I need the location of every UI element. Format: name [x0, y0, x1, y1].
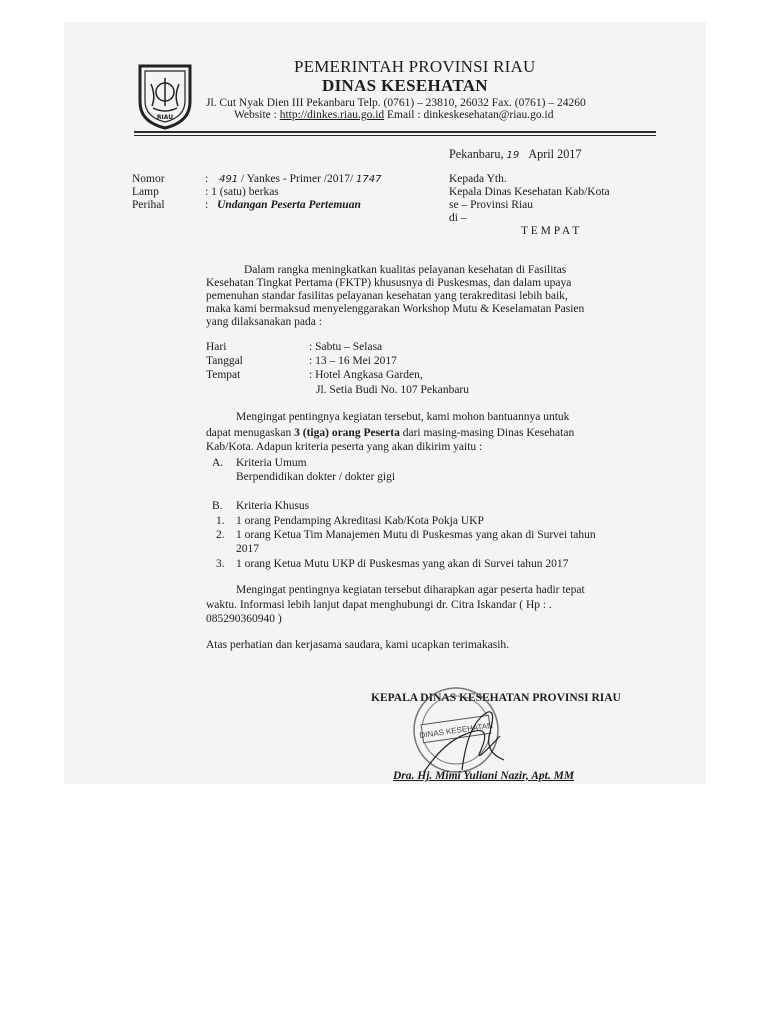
signatory-title: KEPALA DINAS KESEHATAN PROVINSI RIAU — [371, 692, 621, 704]
lamp-label: Lamp — [132, 186, 159, 198]
website-link[interactable]: http://dinkes.riau.go.id — [279, 109, 385, 121]
body-p1-line: Kesehatan Tingkat Pertama (FKTP) khususnya di Puskesmas, dan dalam upaya — [206, 277, 572, 289]
recipient-line-5: T E M P A T — [521, 225, 580, 237]
criteria-b-marker: B. — [212, 500, 223, 512]
official-stamp-icon — [404, 682, 514, 782]
criteria-a-title: Kriteria Umum — [236, 457, 307, 469]
svg-text:RIAU: RIAU — [156, 114, 174, 121]
perihal-label: Perihal — [132, 199, 165, 211]
criteria-item-num: 2. — [216, 529, 225, 541]
letterhead-government: PEMERINTAH PROVINSI RIAU — [294, 57, 536, 76]
body-p3-line: waktu. Informasi lebih lanjut dapat menghubungi dr. Citra Iskandar ( Hp : . — [206, 599, 552, 611]
criteria-item-text: 1 orang Pendamping Akreditasi Kab/Kota Pokja UKP — [236, 515, 484, 527]
nomor-label: Nomor — [132, 173, 165, 185]
event-tempat-value: : Hotel Angkasa Garden, — [309, 369, 423, 381]
criteria-item-text: 1 orang Ketua Tim Manajemen Mutu di Puskesmas yang akan di Survei tahun — [236, 529, 596, 541]
criteria-item-num: 3. — [216, 558, 225, 570]
body-p3-line: 085290360940 ) — [206, 613, 282, 625]
body-p1-line: Dalam rangka meningkatkan kualitas pelayanan kesehatan di Fasilitas — [244, 264, 567, 276]
body-p2-line: dapat menugaskan 3 (tiga) orang Peserta dari masing-masing Dinas Kesehatan — [206, 427, 575, 439]
closing-sentence: Atas perhatian dan kerjasama saudara, kami ucapkan terimakasih. — [206, 639, 510, 651]
event-hari-label: Hari — [206, 341, 227, 353]
letterhead-rule-thick — [134, 131, 656, 133]
lamp-value: : 1 (satu) berkas — [205, 186, 279, 198]
criteria-item-text-cont: 2017 — [236, 543, 259, 555]
criteria-item-num: 1. — [216, 515, 225, 527]
letterhead-agency: DINAS KESEHATAN — [322, 76, 488, 95]
body-p3-line: Mengingat pentingnya kegiatan tersebut diharapkan agar peserta hadir tepat — [236, 584, 585, 596]
riau-coat-of-arms-icon — [136, 62, 194, 130]
signatory-name: Dra. Hj. Mimi Yuliani Nazir, Apt. MM — [393, 770, 575, 782]
criteria-b-title: Kriteria Khusus — [236, 500, 310, 512]
letter-page — [64, 22, 706, 784]
criteria-item-text: 1 orang Ketua Mutu UKP di Puskesmas yang akan di Survei tahun 2017 — [236, 558, 569, 570]
letterhead-address: Jl. Cut Nyak Dien III Pekanbaru Telp. (0761) – 23810, 26032 Fax. (0761) – 24260 — [206, 97, 586, 109]
event-hari-value: : Sabtu – Selasa — [309, 341, 383, 353]
nomor-value: : 491 / Yankes - Primer /2017/ 1747 — [205, 173, 382, 185]
date-day-handwritten: 19 — [506, 150, 520, 161]
event-tempat-address: Jl. Setia Budi No. 107 Pekanbaru — [316, 384, 469, 396]
svg-text:DINAS KESEHATAN: DINAS KESEHATAN — [418, 720, 494, 741]
body-p1-line: maka kami bermaksud menyelenggarakan Workshop Mutu & Keselamatan Pasien — [206, 303, 585, 315]
event-tempat-label: Tempat — [206, 369, 241, 381]
recipient-line-1: Kepada Yth. — [449, 173, 507, 185]
event-tanggal-label: Tanggal — [206, 355, 243, 367]
letterhead-rule-thin — [134, 135, 656, 136]
criteria-a-marker: A. — [212, 457, 224, 469]
letter-date: Pekanbaru, 19 April 2017 — [449, 147, 582, 161]
body-p1-line: pemenuhan standar fasilitas pelayanan kesehatan yang terakreditasi lebih baik, — [206, 290, 568, 302]
body-p2-line: Mengingat pentingnya kegiatan tersebut, kami mohon bantuannya untuk — [236, 411, 570, 423]
perihal-value: : Undangan Peserta Pertemuan — [205, 199, 361, 211]
letterhead-website-line: Website : http://dinkes.riau.go.id Email : dinkeskesehatan@riau.go.id — [234, 109, 554, 121]
criteria-a-text: Berpendidikan dokter / dokter gigi — [236, 471, 396, 483]
recipient-line-4: di – — [449, 212, 467, 224]
recipient-line-2: Kepala Dinas Kesehatan Kab/Kota — [449, 186, 610, 198]
body-p2-line: Kab/Kota. Adapun kriteria peserta yang akan dikirim yaitu : — [206, 441, 483, 453]
body-p1-line: yang dilaksanakan pada : — [206, 316, 322, 328]
recipient-line-3: se – Provinsi Riau — [449, 199, 534, 211]
event-tanggal-value: : 13 – 16 Mei 2017 — [309, 355, 397, 367]
